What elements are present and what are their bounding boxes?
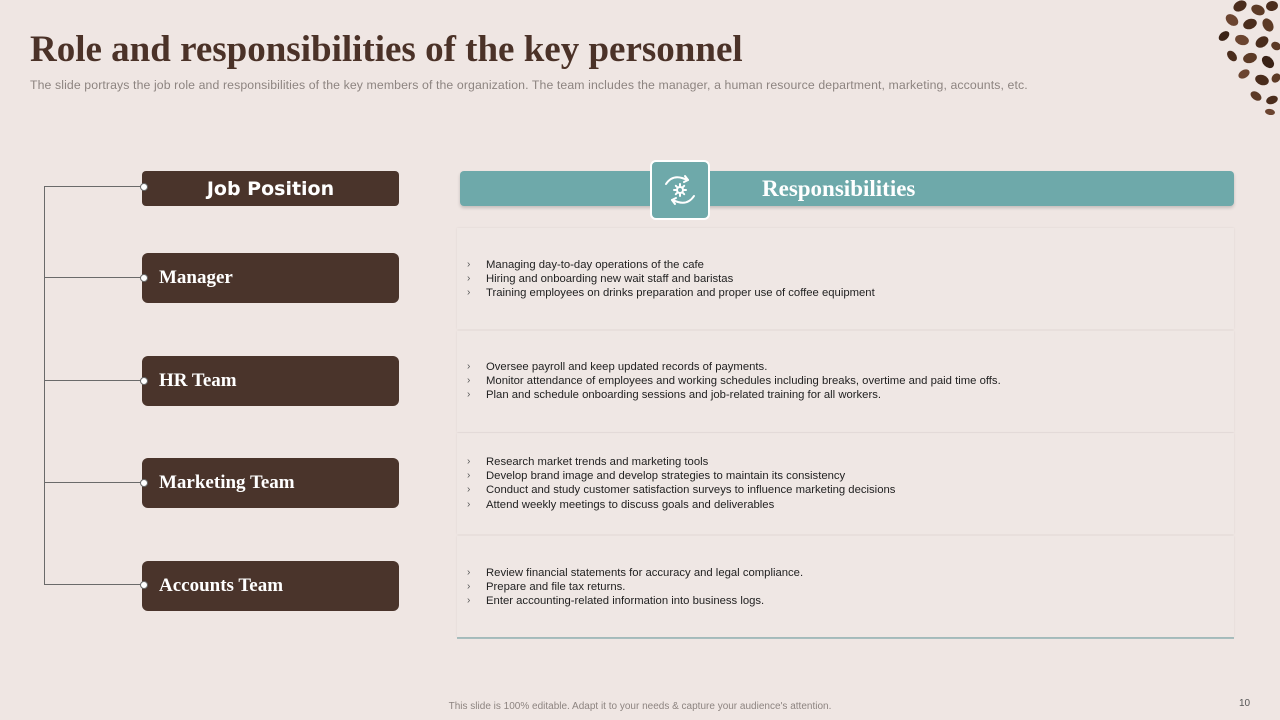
responsibility-row: [457, 536, 1234, 637]
coffee-beans-image: [1210, 0, 1280, 115]
connector-dot: [140, 274, 148, 282]
connector-dot: [140, 479, 148, 487]
tree-connector-vertical: [44, 186, 45, 585]
list-item: › Prepare and file tax returns.: [465, 580, 803, 594]
page-subtitle: The slide portrays the job role and responsibilities of the key members of the organization. The team includes the manager, a human resource department, marketing, accounts, etc.: [30, 78, 1028, 92]
list-item: › Hiring and onboarding new wait staff and baristas: [465, 272, 875, 286]
role-box-hr-team: HR Team: [142, 356, 399, 406]
page-number: 10: [1239, 698, 1251, 709]
job-position-header: Job Position: [142, 171, 399, 206]
list-item: › Review financial statements for accuracy and legal compliance.: [465, 566, 803, 580]
responsibility-row: [457, 433, 1234, 534]
responsibilities-header-label: Responsibilities: [762, 176, 916, 201]
tree-connector-branch: [44, 380, 144, 381]
responsibilities-header: [460, 171, 1234, 206]
page-title: Role and responsibilities of the key personnel: [30, 29, 743, 70]
role-box-accounts-team: Accounts Team: [142, 561, 399, 611]
list-item: › Plan and schedule onboarding sessions and job-related training for all workers.: [465, 388, 1001, 402]
hand-gear-icon: [650, 160, 710, 220]
tree-connector-branch: [44, 277, 144, 278]
list-item: › Training employees on drinks preparation and proper use of coffee equipment: [465, 286, 875, 300]
connector-dot: [140, 581, 148, 589]
responsibility-row: [457, 331, 1234, 432]
role-box-marketing-team: Marketing Team: [142, 458, 399, 508]
list-item: › Managing day-to-day operations of the cafe: [465, 258, 875, 272]
role-box-manager: Manager: [142, 253, 399, 303]
footer-note: This slide is 100% editable. Adapt it to your needs & capture your audience's attention.: [448, 701, 832, 712]
responsibility-list: [465, 258, 875, 301]
responsibilities-panel: [457, 228, 1234, 639]
list-item: › Oversee payroll and keep updated records of payments.: [465, 360, 1001, 374]
responsibility-row: [457, 228, 1234, 329]
connector-dot: [140, 183, 148, 191]
list-item: › Monitor attendance of employees and working schedules including breaks, overtime and paid time offs.: [465, 374, 1001, 388]
tree-connector-branch: [44, 482, 144, 483]
list-item: › Attend weekly meetings to discuss goals and deliverables: [465, 498, 895, 512]
tree-connector-branch: [44, 584, 144, 585]
list-item: › Research market trends and marketing tools: [465, 455, 895, 469]
list-item: › Conduct and study customer satisfaction surveys to influence marketing decisions: [465, 483, 895, 497]
tree-connector-branch: [44, 186, 144, 187]
responsibility-list: [465, 360, 1001, 403]
list-item: › Develop brand image and develop strategies to maintain its consistency: [465, 469, 895, 483]
responsibility-list: [465, 455, 895, 512]
list-item: › Enter accounting-related information into business logs.: [465, 594, 803, 608]
responsibility-list: [465, 566, 803, 609]
connector-dot: [140, 377, 148, 385]
